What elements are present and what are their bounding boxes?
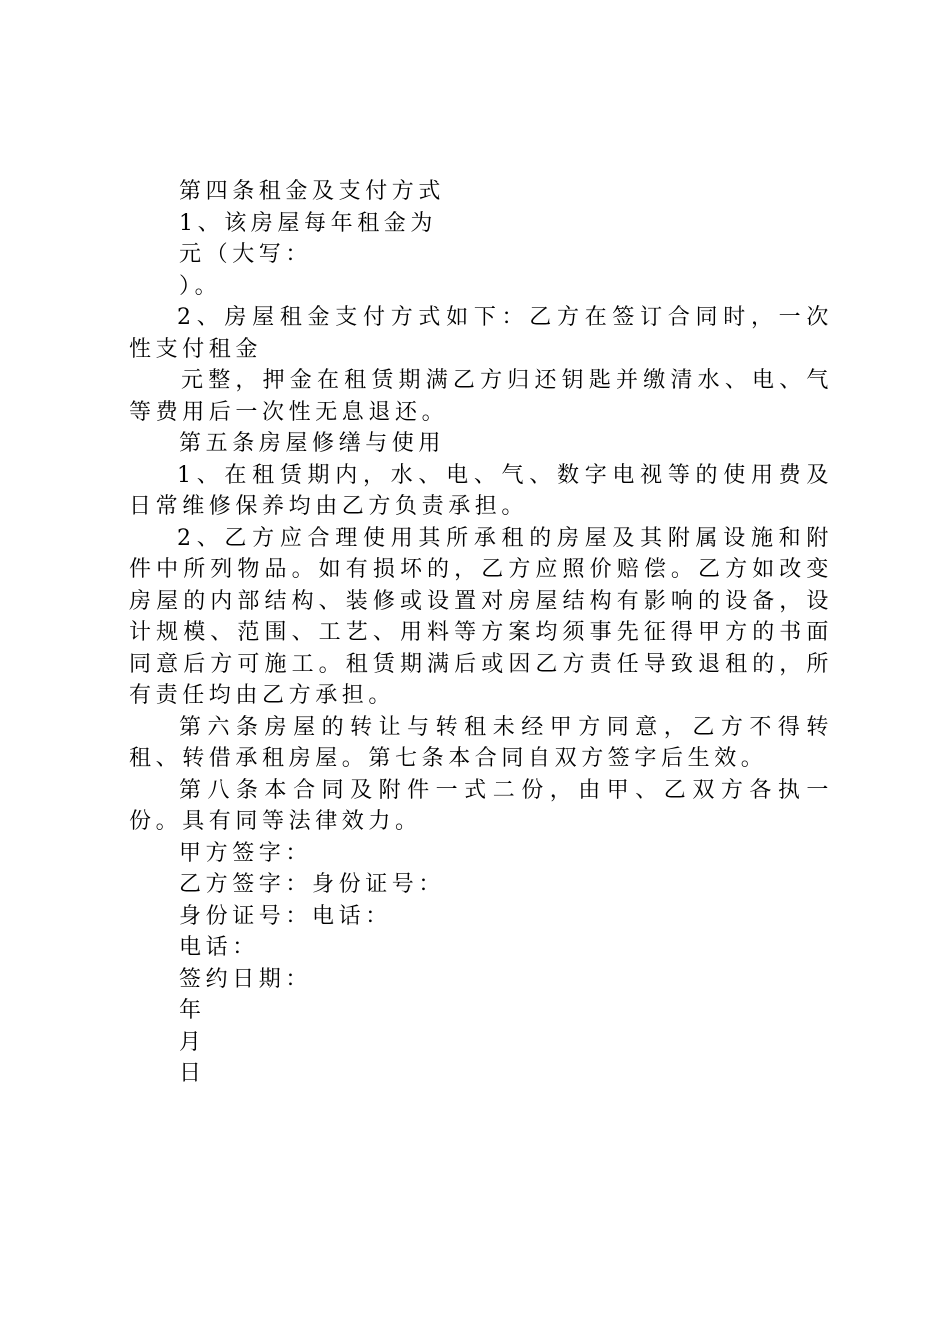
article-5-item-2: 2、乙方应合理使用其所承租的房屋及其附属设施和附件中所列物品。如有损坏的，乙方应照价赔偿。乙方如改变房屋的内部结构、装修或设置对房屋结构有影响的设备，设计规模、范围、工艺、用料等方案均须事先征得甲方的书面同意后方可施工。租赁期满后或因乙方责任导致退租的，所有责任均由乙方承担。 xyxy=(129,525,833,708)
article-5-title: 第五条房屋修缮与使用 xyxy=(179,431,446,456)
article-4-item-2-payment: 2、房屋租金支付方式如下：乙方在签订合同时，一次性支付租金 xyxy=(129,305,833,362)
date-year: 年 xyxy=(179,998,206,1023)
contract-body xyxy=(129,176,833,1090)
article-4-title: 第四条租金及支付方式 xyxy=(179,179,446,204)
article-4-item-1-rent: 1、该房屋每年租金为 xyxy=(179,210,437,236)
article-4-item-1-amount: 元（大写： xyxy=(179,242,313,267)
date-month: 月 xyxy=(179,1029,206,1055)
date-day: 日 xyxy=(179,1061,206,1086)
id-number-phone: 身份证号：电话： xyxy=(179,903,392,929)
article-4-item-1-close: ）。 xyxy=(179,273,222,299)
article-4-item-2-deposit: 元整，押金在租赁期满乙方归还钥匙并缴清水、电、气等费用后一次性无息退还。 xyxy=(129,368,833,425)
article-5-item-1: 1、在租赁期内，水、电、气、数字电视等的使用费及日常维修保养均由乙方负责承担。 xyxy=(129,462,833,519)
article-6-7: 第六条房屋的转让与转租未经甲方同意，乙方不得转租、转借承租房屋。第七条本合同自双方签字后生效。 xyxy=(129,714,833,771)
phone-label: 电话： xyxy=(179,935,259,960)
signing-date-label: 签约日期： xyxy=(179,966,313,992)
article-8: 第八条本合同及附件一式二份，由甲、乙双方各执一份。具有同等法律效力。 xyxy=(129,777,833,834)
party-a-signature: 甲方签字： xyxy=(179,840,313,866)
party-b-signature: 乙方签字：身份证号： xyxy=(179,872,446,897)
